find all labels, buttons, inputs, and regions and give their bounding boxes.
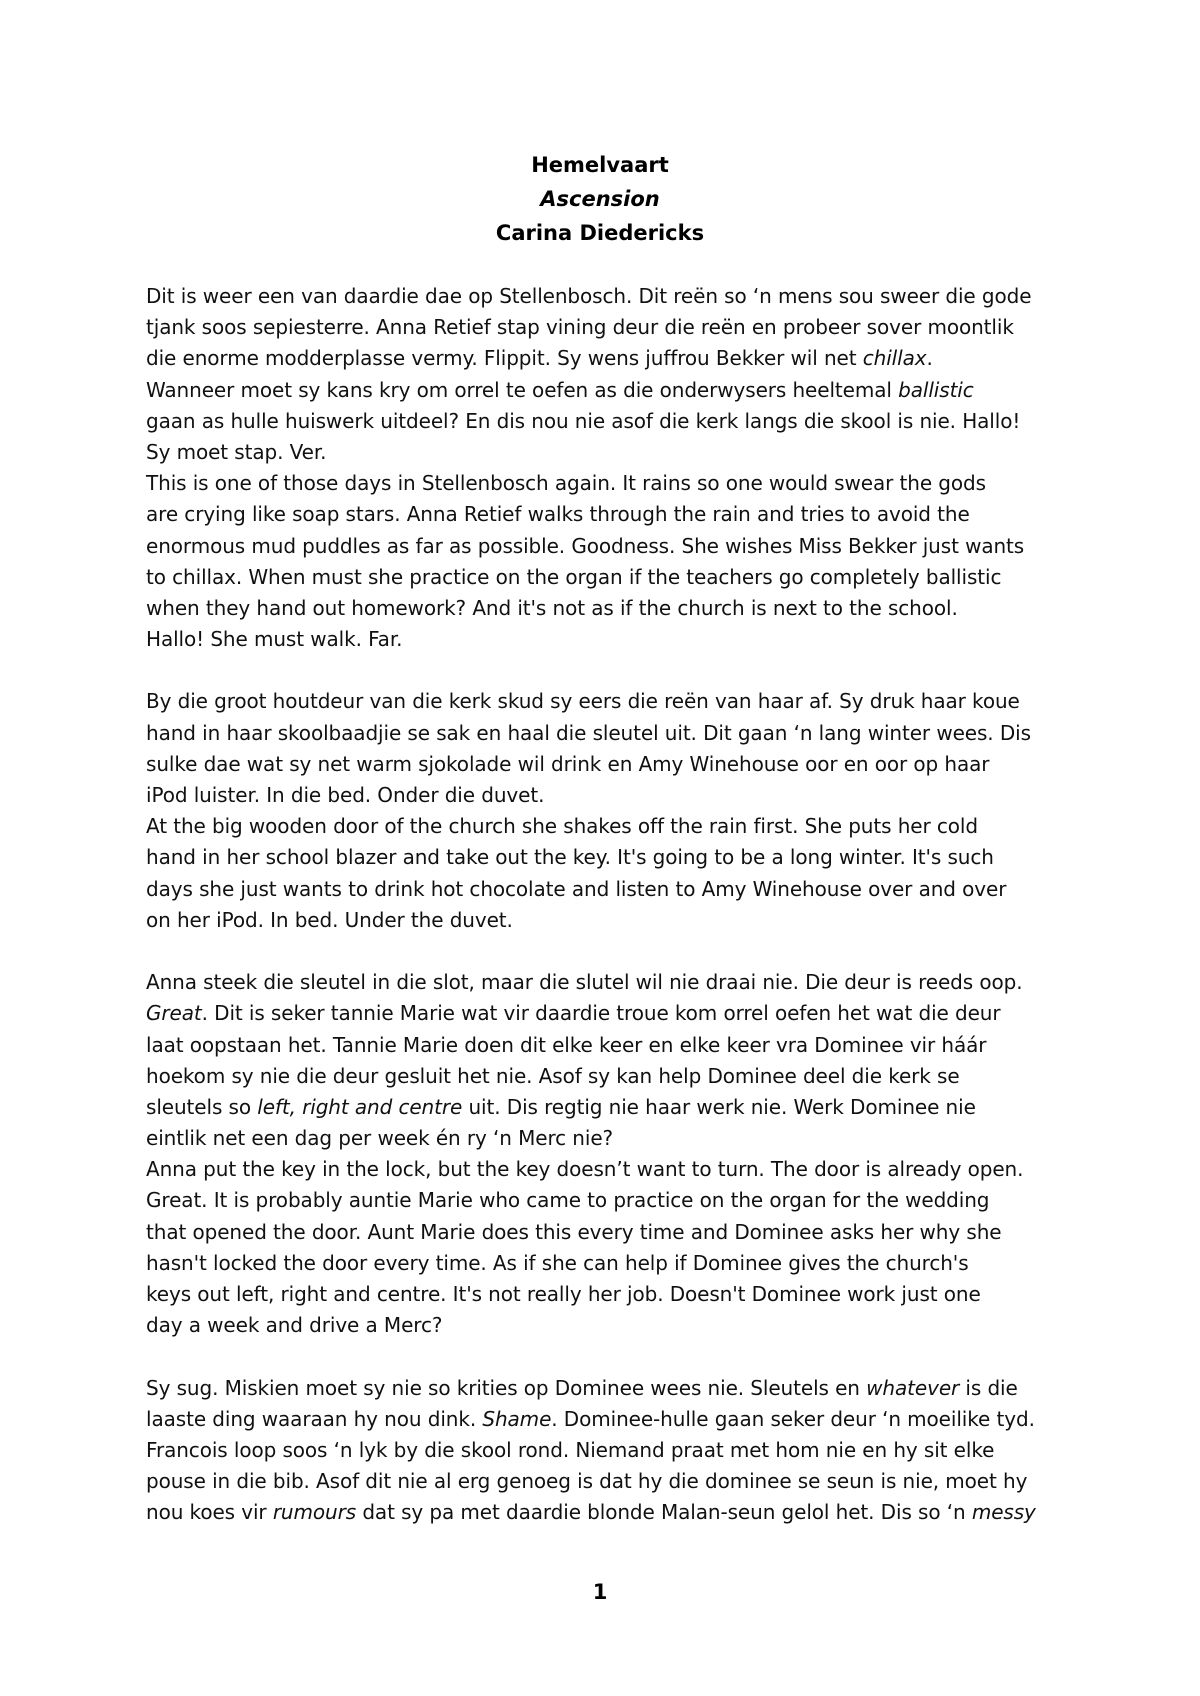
text-line <box>146 1154 1066 1185</box>
text-run: tjank soos sepiesterre. Anna Retief stap vining deur die reën en probeer sover moontlik <box>146 315 1014 340</box>
text-run: uit. Dis regtig nie haar werk nie. Werk Dominee nie <box>462 1094 976 1119</box>
text-run: sleutels so <box>146 1094 258 1119</box>
text-run: Great. It is probably auntie Marie who came to practice on the organ for the wedding <box>146 1188 990 1213</box>
text-run: laat oopstaan het. Tannie Marie doen dit elke keer en elke keer vra Dominee vir háár <box>146 1032 987 1057</box>
title-block <box>0 148 1200 250</box>
text-line <box>146 1497 1066 1528</box>
text-run: Sy sug. Miskien moet sy nie so krities op Dominee wees nie. Sleutels en <box>146 1375 867 1400</box>
text-run: sulke dae wat sy net warm sjokolade wil drink en Amy Winehouse oor en oor op haar <box>146 751 990 776</box>
text-run: Sy moet stap. Ver. <box>146 439 327 464</box>
page-number: 1 <box>592 1580 608 1604</box>
text-run: . Dit is seker tannie Marie wat vir daardie troue kom orrel oefen het wat die deur <box>201 1001 1001 1026</box>
text-line <box>146 686 1066 717</box>
italic-text: left, right and centre <box>257 1094 463 1119</box>
story-body <box>146 281 1066 1529</box>
text-line <box>146 312 1066 343</box>
text-run: hoekom sy nie die deur gesluit het nie. Asof sy kan help Dominee deel die kerk se <box>146 1063 960 1088</box>
text-line <box>146 998 1066 1029</box>
paragraph <box>146 281 1066 655</box>
title-afrikaans: Hemelvaart <box>531 153 669 177</box>
text-line <box>146 499 1066 530</box>
italic-text: whatever <box>866 1375 960 1400</box>
text-run: are crying like soap stars. Anna Retief walks through the rain and tries to avoid the <box>146 502 970 527</box>
italic-text: chillax <box>862 346 927 371</box>
title-english: Ascension <box>540 187 660 211</box>
text-line <box>146 1061 1066 1092</box>
text-run: iPod luister. In die bed. Onder die duvet. <box>146 783 545 807</box>
text-run: to chillax. When must she practice on the organ if the teachers go completely ballistic <box>146 564 1002 589</box>
text-line <box>146 842 1066 873</box>
paragraph <box>146 1373 1066 1529</box>
text-line <box>146 718 1066 749</box>
text-run: laaste ding waaraan hy nou dink. <box>146 1406 483 1431</box>
paragraph-gap <box>146 1341 1066 1372</box>
text-run: pouse in die bib. Asof dit nie al erg genoeg is dat hy die dominee se seun is nie, moet hy <box>146 1469 1028 1494</box>
text-run: This is one of those days in Stellenbosch again. It rains so one would swear the gods <box>146 471 986 496</box>
text-run: gaan as hulle huiswerk uitdeel? En dis nou nie asof die kerk langs die skool is nie. Hallo! <box>146 408 1021 433</box>
text-line <box>146 874 1066 905</box>
text-line <box>146 1217 1066 1248</box>
text-run: day a week and drive a Merc? <box>146 1313 443 1338</box>
text-line <box>146 905 1066 936</box>
text-run: . <box>926 346 933 371</box>
text-run: Dit is weer een van daardie dae op Stellenbosch. Dit reën so ‘n mens sou sweer die gode <box>146 284 1032 308</box>
text-line <box>146 468 1066 499</box>
text-run: dat sy pa met daardie blonde Malan-seun gelol het. Dis so ‘n <box>356 1500 972 1525</box>
italic-text: rumours <box>272 1500 357 1525</box>
text-run: Hallo! She must walk. Far. <box>146 627 403 652</box>
text-line <box>146 780 1066 811</box>
text-run: keys out left, right and centre. It's not really her job. Doesn't Dominee work just one <box>146 1282 981 1306</box>
text-run: hasn't locked the door every time. As if she can help if Dominee gives the church's <box>146 1250 969 1275</box>
text-line <box>146 1123 1066 1154</box>
text-run: when they hand out homework? And it's not as if the church is next to the school. <box>146 595 958 620</box>
text-run: At the big wooden door of the church she shakes off the rain first. She puts her cold <box>146 814 978 839</box>
paragraph <box>146 967 1066 1341</box>
author-name: Carina Diedericks <box>495 221 705 245</box>
text-line <box>146 967 1066 998</box>
text-run: nou koes vir <box>146 1500 273 1525</box>
text-run: Wanneer moet sy kans kry om orrel te oefen as die onderwysers heeltemal <box>146 377 899 402</box>
text-run: on her iPod. In bed. Under the duvet. <box>146 907 513 932</box>
text-line <box>146 562 1066 593</box>
text-run: days she just wants to drink hot chocolate and listen to Amy Winehouse over and over <box>146 876 1007 901</box>
text-line <box>146 811 1066 842</box>
text-run: . Dominee-hulle gaan seker deur ‘n moeilike tyd. <box>551 1406 1035 1431</box>
italic-text: messy <box>971 1500 1036 1525</box>
text-run: die enorme modderplasse vermy. Flippit. Sy wens juffrou Bekker wil net <box>146 346 863 371</box>
text-line <box>146 1373 1066 1404</box>
text-line <box>146 1404 1066 1435</box>
text-line <box>146 749 1066 780</box>
text-run: hand in her school blazer and take out the key. It's going to be a long winter. It's such <box>146 845 994 870</box>
text-line <box>146 1185 1066 1216</box>
text-run: Anna steek die sleutel in die slot, maar die slutel wil nie draai nie. Die deur is reeds oop. <box>146 970 1023 995</box>
text-run: Anna put the key in the lock, but the key doesn’t want to turn. The door is already open. <box>146 1157 1024 1182</box>
text-line <box>146 437 1066 468</box>
text-line <box>146 531 1066 562</box>
text-run: By die groot houtdeur van die kerk skud sy eers die reën van haar af. Sy druk haar koue <box>146 689 1020 714</box>
text-line <box>146 281 1066 312</box>
italic-text: Great <box>146 1001 202 1026</box>
text-line <box>146 1092 1066 1123</box>
text-line <box>146 1030 1066 1061</box>
italic-text: ballistic <box>898 377 974 402</box>
text-line <box>146 624 1066 655</box>
text-run: enormous mud puddles as far as possible. Goodness. She wishes Miss Bekker just wants <box>146 533 1025 558</box>
text-run: hand in haar skoolbaadjie se sak en haal die sleutel uit. Dit gaan ‘n lang winter wees. Dis <box>146 720 1031 745</box>
paragraph-gap <box>146 936 1066 967</box>
text-line <box>146 593 1066 624</box>
text-line <box>146 1466 1066 1497</box>
text-run: is die <box>959 1375 1018 1400</box>
text-line <box>146 1310 1066 1341</box>
paragraph-gap <box>146 655 1066 686</box>
text-line <box>146 1279 1066 1310</box>
text-run: that opened the door. Aunt Marie does this every time and Dominee asks her why she <box>146 1219 1002 1244</box>
text-run: eintlik net een dag per week én ry ‘n Merc nie? <box>146 1126 614 1151</box>
text-line <box>146 1248 1066 1279</box>
text-line <box>146 1435 1066 1466</box>
text-line <box>146 343 1066 374</box>
paragraph <box>146 686 1066 936</box>
text-line <box>146 375 1066 406</box>
text-run: Francois loop soos ‘n lyk by die skool rond. Niemand praat met hom nie en hy sit elke <box>146 1437 995 1462</box>
italic-text: Shame <box>482 1406 552 1431</box>
text-line <box>146 406 1066 437</box>
